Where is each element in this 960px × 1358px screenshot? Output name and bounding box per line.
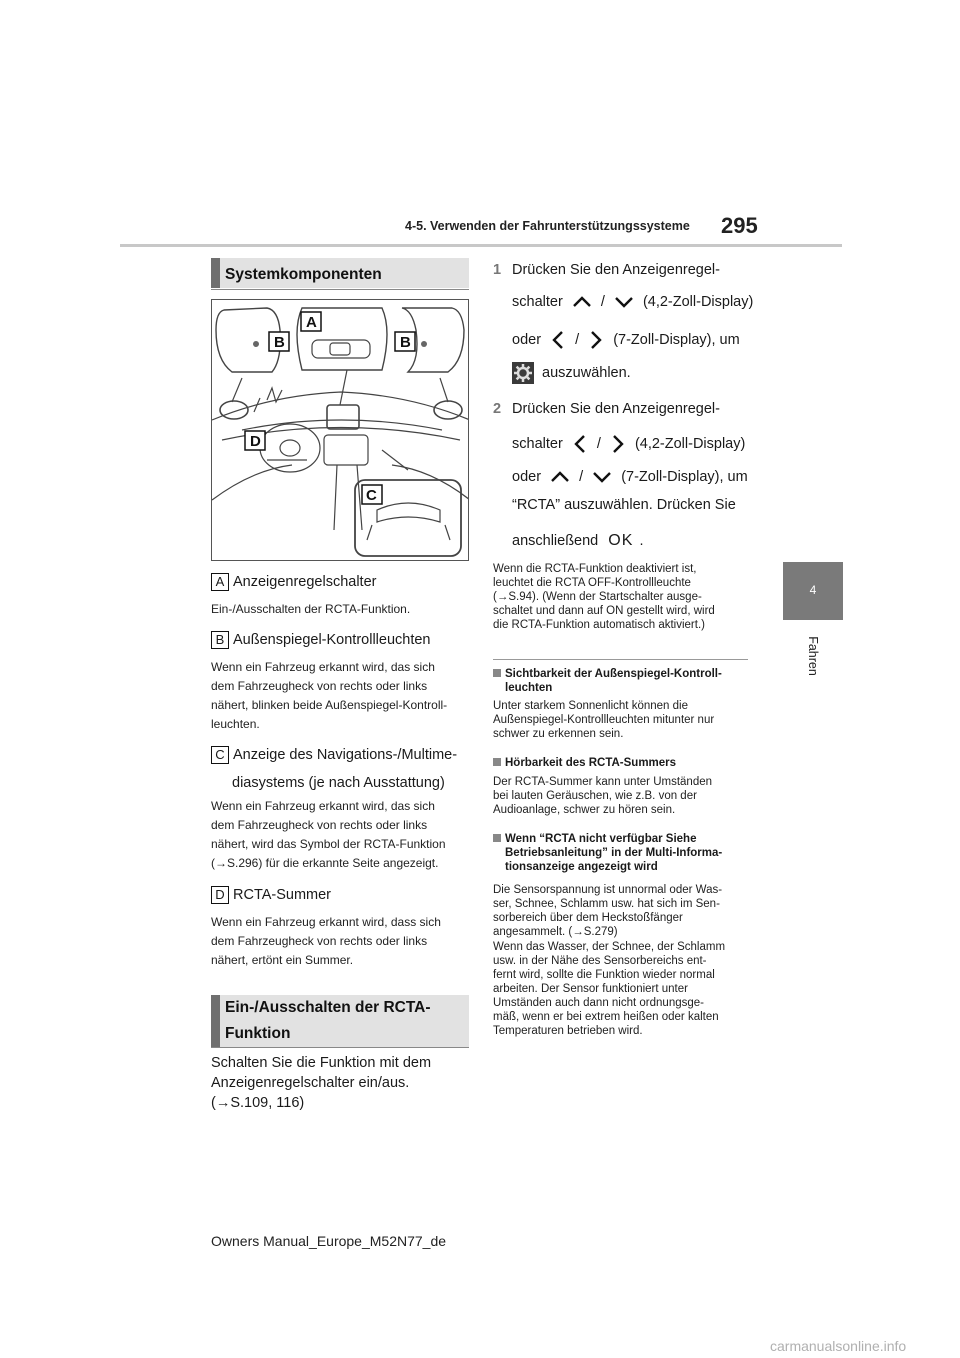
chevron-right-icon bbox=[589, 329, 603, 351]
header-section-title: 4-5. Verwenden der Fahrunterstützungssysteme bbox=[405, 219, 690, 233]
chapter-tab: 4 bbox=[783, 562, 843, 620]
section-heading-systemkomponenten: Systemkomponenten bbox=[211, 258, 469, 288]
chevron-left-icon bbox=[573, 433, 587, 455]
notes-rule bbox=[493, 659, 748, 660]
chevron-left-icon bbox=[551, 329, 565, 351]
callout-b-right bbox=[395, 332, 415, 351]
chevron-right-icon bbox=[611, 433, 625, 455]
page-number: 295 bbox=[721, 213, 758, 238]
step-2-line4: “RCTA” auszuwählen. Drücken Sie bbox=[512, 497, 736, 513]
square-bullet-icon bbox=[493, 834, 501, 842]
square-bullet-icon bbox=[493, 669, 501, 677]
svg-text:B: B bbox=[274, 334, 285, 351]
chapter-label: Fahren bbox=[806, 636, 820, 676]
section2-text: Schalten Sie die Funktion mit dem Anzeigenregelschalter ein/aus. (→S.109, 116) bbox=[211, 1055, 432, 1111]
note-2-title: Hörbarkeit des RCTA-Summers bbox=[493, 756, 676, 770]
dashboard-illustration bbox=[211, 299, 469, 561]
dashboard-drawing bbox=[212, 300, 469, 561]
step-1-line4: auszuwählen. bbox=[512, 362, 631, 384]
step-1-line2: schalter / (4,2-Zoll-Display) bbox=[512, 294, 754, 310]
note-3-title: Wenn “RCTA nicht verfügbar Siehe Betriebsanleitung” in der Multi-Informa- tionsanzeige angezeigt wird bbox=[493, 832, 722, 874]
svg-text:C: C bbox=[366, 487, 377, 504]
section-heading-ein-ausschalten: Ein-/Ausschalten der RCTA- Funktion bbox=[211, 995, 469, 1047]
step-note: Wenn die RCTA-Funktion deaktiviert ist, leuchtet die RCTA OFF-Kontrollleuchte (→S.94). (Wenn der Startschalter ausge- schaltet und dann auf ON gestellt wird, wird die RCTA-Funktion automatisch aktiviert.) bbox=[493, 563, 715, 631]
footer-doc-id: Owners Manual_Europe_M52N77_de bbox=[211, 1233, 447, 1249]
item-c-heading: C Anzeige des Navigations-/Multime- bbox=[211, 746, 457, 764]
step-2-line3: oder / (7-Zoll-Display), um bbox=[512, 469, 748, 485]
settings-gear-icon bbox=[512, 362, 534, 384]
note-1-title: Sichtbarkeit der Außenspiegel-Kontroll- leuchten bbox=[493, 667, 722, 695]
item-b-desc: Wenn ein Fahrzeug erkannt wird, das sich dem Fahrzeugheck von rechts oder links nähert, blinken beide Außenspiegel-Kontroll- leuchten. bbox=[211, 660, 448, 731]
badge-c: C bbox=[211, 746, 229, 764]
callout-a bbox=[301, 312, 321, 331]
item-d-desc: Wenn ein Fahrzeug erkannt wird, dass sich dem Fahrzeugheck von rechts oder links nähert, ertönt ein Summer. bbox=[211, 915, 441, 967]
badge-d: D bbox=[211, 886, 229, 904]
svg-text:B: B bbox=[400, 334, 411, 351]
svg-text:A: A bbox=[306, 314, 317, 331]
section-rule bbox=[211, 289, 469, 290]
note-3-body: Die Sensorspannung ist unnormal oder Was- ser, Schnee, Schlamm usw. hat sich im Sen- sorbereich über dem Heckstoßfänger angesammelt. (→S.279) Wenn das Wasser, der Schnee, der Schlamm usw. in der Nähe des Sensorbereichs ent- fernt wird, sollte die Funktion wieder normal arbeiten. Der Sensor funktioniert unter Umständen auch dann nicht ordnungsge- mäß, wenn er bei extrem heißen oder kalten Temperaturen betrieben wird. bbox=[493, 884, 726, 1037]
step-1-number: 1 bbox=[493, 262, 502, 278]
callout-d bbox=[245, 431, 265, 450]
step-1-line1: Drücken Sie den Anzeigenregel- bbox=[512, 262, 720, 278]
item-c-heading-cont: diasystems (je nach Ausstattung) bbox=[232, 775, 445, 791]
svg-text:D: D bbox=[250, 433, 261, 450]
watermark: carmanualsonline.info bbox=[770, 1338, 907, 1354]
note-2-body: Der RCTA-Summer kann unter Umständen bei lauten Geräuschen, wie z.B. von der Audioanlage, schwer zu hören sein. bbox=[493, 776, 712, 816]
item-a-heading: A Anzeigenregelschalter bbox=[211, 573, 376, 591]
chevron-down-icon bbox=[591, 470, 613, 484]
step-1-line3: oder / (7-Zoll-Display), um bbox=[512, 329, 740, 351]
badge-a: A bbox=[211, 573, 229, 591]
chevron-up-icon bbox=[549, 470, 571, 484]
item-b-heading: B Außenspiegel-Kontrollleuchten bbox=[211, 631, 431, 649]
item-c-desc: Wenn ein Fahrzeug erkannt wird, das sich dem Fahrzeugheck von rechts oder links nähert, wird das Symbol der RCTA-Funktion (→S.296) für die erkannte Seite angezeigt. bbox=[211, 799, 446, 870]
item-a-desc: Ein-/Ausschalten der RCTA-Funktion. bbox=[211, 602, 411, 616]
ok-button-glyph: OK bbox=[608, 532, 634, 549]
square-bullet-icon bbox=[493, 758, 501, 766]
badge-b: B bbox=[211, 631, 229, 649]
callout-b-left bbox=[269, 332, 289, 351]
step-2-line2: schalter / (4,2-Zoll-Display) bbox=[512, 433, 745, 455]
chevron-up-icon bbox=[571, 295, 593, 309]
callout-c bbox=[362, 485, 382, 504]
step-2-line5: anschließend OK . bbox=[512, 532, 644, 549]
note-1-body: Unter starkem Sonnenlicht können die Außenspiegel-Kontrollleuchten mitunter nur schwer zu erkennen sein. bbox=[493, 700, 715, 740]
header-rule bbox=[120, 244, 842, 247]
chevron-down-icon bbox=[613, 295, 635, 309]
section-rule bbox=[211, 1047, 469, 1048]
step-2-number: 2 bbox=[493, 401, 502, 417]
step-2-line1: Drücken Sie den Anzeigenregel- bbox=[512, 401, 720, 417]
item-d-heading: D RCTA-Summer bbox=[211, 886, 331, 904]
